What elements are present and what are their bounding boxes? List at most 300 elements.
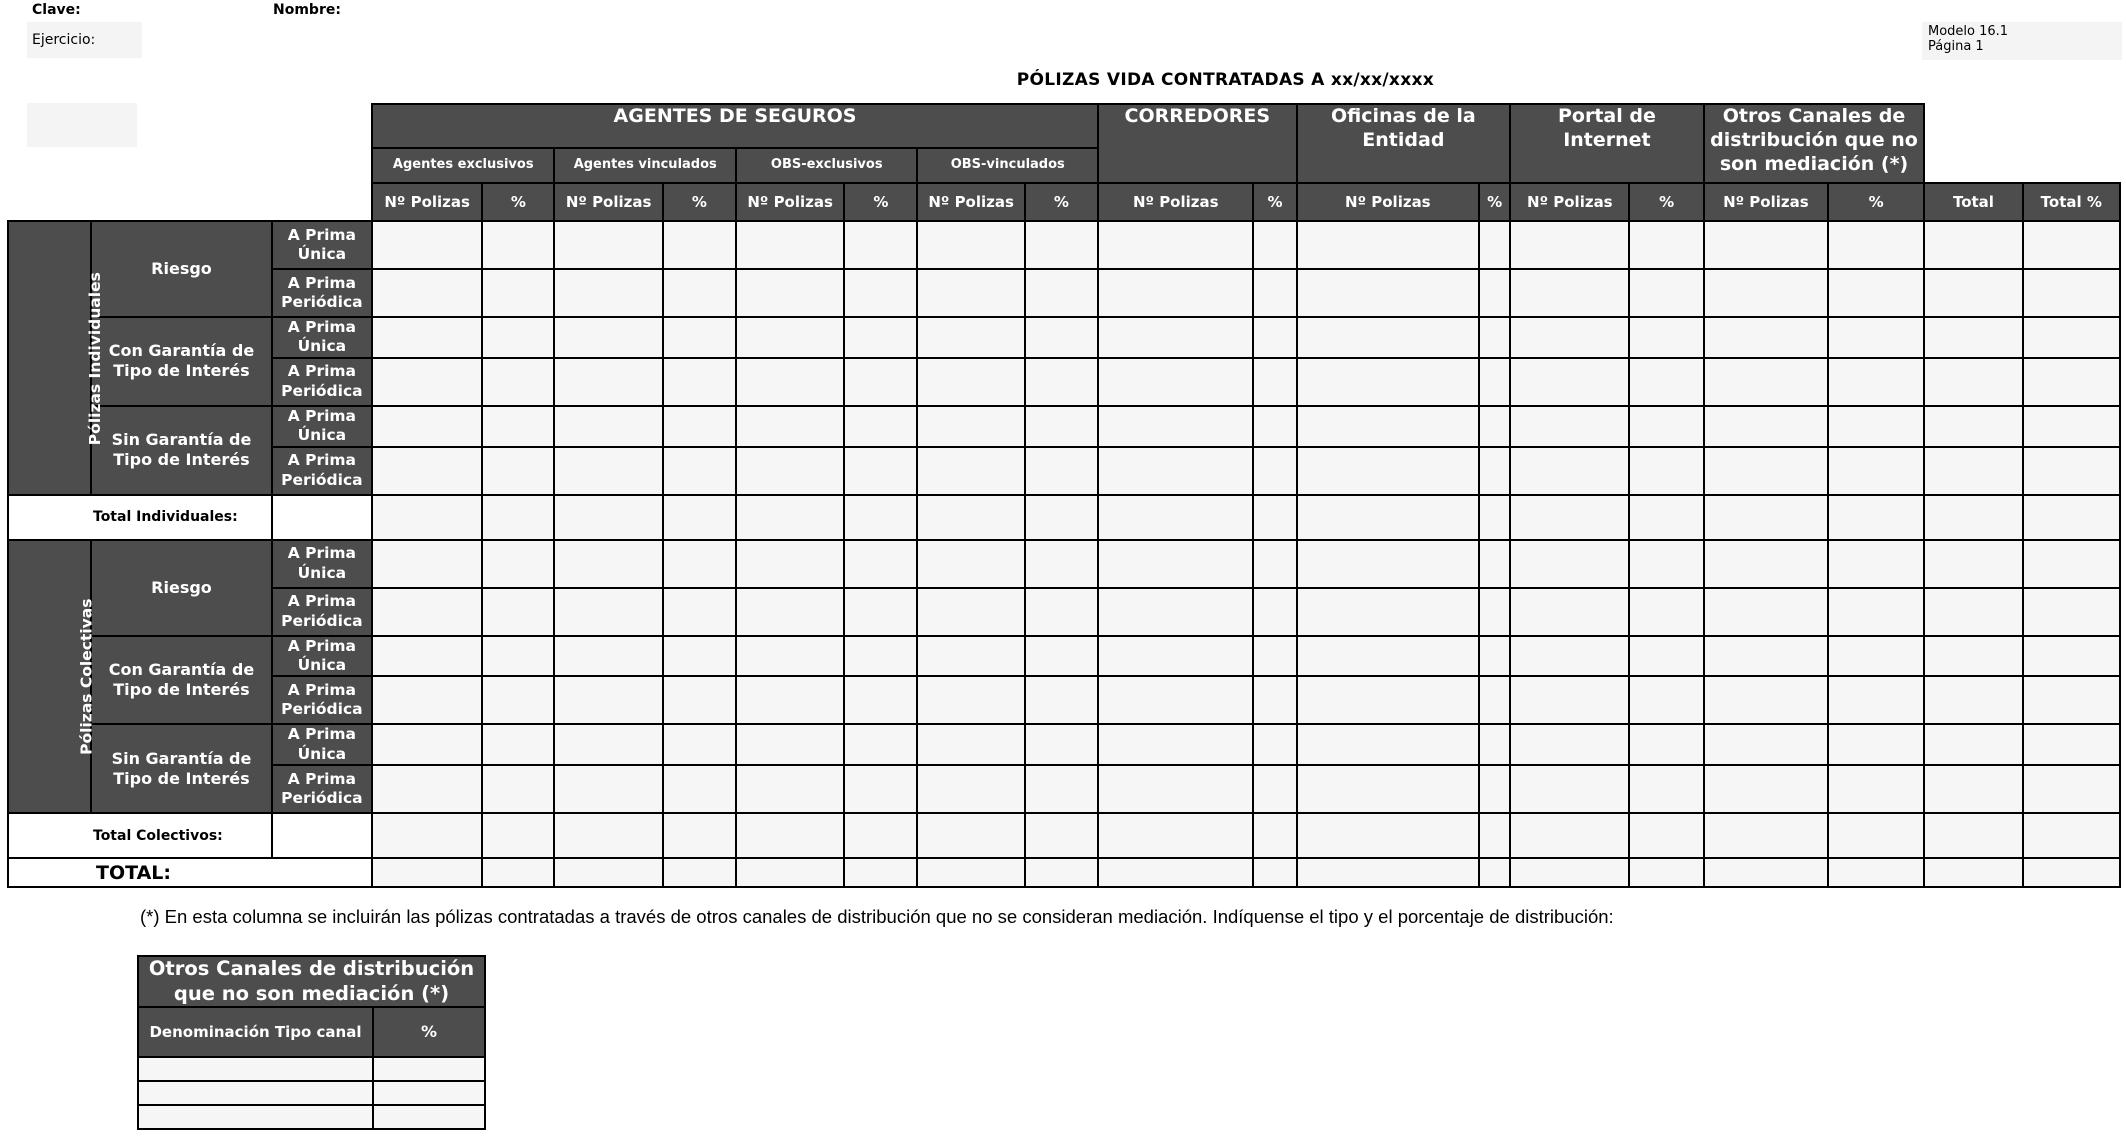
data-cell[interactable]: [2023, 269, 2120, 317]
data-cell[interactable]: [1098, 724, 1253, 765]
data-cell[interactable]: [1253, 813, 1296, 858]
data-cell[interactable]: [1253, 765, 1296, 813]
data-cell[interactable]: [554, 540, 662, 588]
data-cell[interactable]: [1704, 540, 1828, 588]
data-cell[interactable]: [1253, 221, 1296, 269]
data-cell[interactable]: [1098, 317, 1253, 358]
data-cell[interactable]: [917, 724, 1024, 765]
data-cell[interactable]: [663, 724, 736, 765]
data-cell[interactable]: [1253, 724, 1296, 765]
data-cell[interactable]: [1479, 676, 1510, 724]
data-cell[interactable]: [2023, 765, 2120, 813]
table-row: [138, 1057, 485, 1081]
data-cell[interactable]: [372, 858, 482, 887]
data-cell[interactable]: [1924, 317, 2022, 358]
data-cell[interactable]: [1924, 540, 2022, 588]
data-cell: [272, 813, 372, 858]
data-cell[interactable]: [1025, 406, 1098, 447]
data-cell[interactable]: [1510, 858, 1629, 887]
data-cell[interactable]: [1025, 495, 1098, 540]
data-cell[interactable]: [736, 269, 844, 317]
data-cell[interactable]: [844, 447, 917, 495]
col-header-total: Total: [1924, 183, 2022, 221]
blank-top-right: [1924, 104, 2120, 183]
data-cell[interactable]: [1704, 358, 1828, 406]
data-cell[interactable]: [1828, 221, 1924, 269]
data-cell[interactable]: [917, 447, 1024, 495]
data-cell[interactable]: [1253, 317, 1296, 358]
data-cell[interactable]: [372, 540, 482, 588]
data-cell[interactable]: [663, 588, 736, 636]
data-cell[interactable]: [917, 858, 1024, 887]
data-cell[interactable]: [1510, 269, 1629, 317]
data-cell[interactable]: [1629, 406, 1703, 447]
col-denominacion: Denominación Tipo canal: [138, 1007, 373, 1057]
otros-title: Otros Canales de distribución que no son mediación (*): [138, 956, 485, 1007]
data-cell[interactable]: [1098, 858, 1253, 887]
data-cell[interactable]: [1828, 588, 1924, 636]
data-cell[interactable]: [736, 221, 844, 269]
data-cell[interactable]: [1479, 813, 1510, 858]
data-cell[interactable]: [1629, 540, 1703, 588]
data-cell[interactable]: [1297, 406, 1480, 447]
data-cell[interactable]: [1510, 447, 1629, 495]
data-cell[interactable]: [844, 765, 917, 813]
data-cell[interactable]: [372, 495, 482, 540]
data-cell[interactable]: [736, 636, 844, 677]
data-cell[interactable]: [1253, 588, 1296, 636]
data-cell[interactable]: [844, 406, 917, 447]
data-cell[interactable]: [917, 269, 1024, 317]
data-cell[interactable]: [1828, 636, 1924, 677]
data-cell[interactable]: [2023, 636, 2120, 677]
data-cell[interactable]: [736, 317, 844, 358]
data-cell[interactable]: [1025, 447, 1098, 495]
data-cell[interactable]: [554, 676, 662, 724]
data-cell[interactable]: [554, 636, 662, 677]
section-individuales: Pólizas Individuales: [8, 221, 91, 495]
data-cell[interactable]: [1828, 358, 1924, 406]
data-cell[interactable]: [1098, 540, 1253, 588]
data-cell[interactable]: [917, 317, 1024, 358]
data-cell[interactable]: [373, 1081, 485, 1105]
data-cell[interactable]: [844, 676, 917, 724]
data-cell[interactable]: [1828, 765, 1924, 813]
row-prima-unica: A Prima Única: [272, 317, 372, 358]
blank-corner: [8, 104, 372, 148]
data-cell[interactable]: [1297, 317, 1480, 358]
data-cell[interactable]: [1828, 269, 1924, 317]
data-cell[interactable]: [554, 406, 662, 447]
data-cell[interactable]: [663, 813, 736, 858]
data-cell[interactable]: [372, 676, 482, 724]
data-cell[interactable]: [372, 636, 482, 677]
data-cell[interactable]: [372, 317, 482, 358]
data-cell[interactable]: [1924, 858, 2022, 887]
data-cell[interactable]: [554, 269, 662, 317]
data-cell[interactable]: [736, 858, 844, 887]
data-cell[interactable]: [2023, 221, 2120, 269]
data-cell[interactable]: [1253, 406, 1296, 447]
row-prima-periodica: A Prima Periódica: [272, 358, 372, 406]
data-cell[interactable]: [844, 221, 917, 269]
data-cell[interactable]: [1479, 317, 1510, 358]
data-cell[interactable]: [482, 447, 554, 495]
data-cell[interactable]: [1510, 540, 1629, 588]
data-cell[interactable]: [2023, 540, 2120, 588]
data-cell[interactable]: [1253, 676, 1296, 724]
data-cell[interactable]: [1025, 813, 1098, 858]
data-cell[interactable]: [2023, 858, 2120, 887]
row-prima-unica: A Prima Única: [272, 540, 372, 588]
data-cell[interactable]: [1253, 858, 1296, 887]
table-row: [8, 540, 2120, 588]
data-cell[interactable]: [1098, 406, 1253, 447]
data-cell[interactable]: [1510, 724, 1629, 765]
data-cell[interactable]: [372, 269, 482, 317]
data-cell[interactable]: [372, 447, 482, 495]
data-cell[interactable]: [1828, 540, 1924, 588]
data-cell[interactable]: [1510, 765, 1629, 813]
data-cell[interactable]: [1828, 447, 1924, 495]
data-cell[interactable]: [554, 358, 662, 406]
data-cell[interactable]: [1704, 724, 1828, 765]
data-cell[interactable]: [917, 540, 1024, 588]
data-cell[interactable]: [1704, 447, 1828, 495]
data-cell[interactable]: [1479, 406, 1510, 447]
data-cell[interactable]: [1025, 858, 1098, 887]
data-cell[interactable]: [1479, 724, 1510, 765]
data-cell[interactable]: [2023, 358, 2120, 406]
data-cell[interactable]: [1629, 676, 1703, 724]
data-cell[interactable]: [1297, 813, 1480, 858]
data-cell[interactable]: [736, 765, 844, 813]
data-cell[interactable]: [1704, 636, 1828, 677]
data-cell[interactable]: [663, 858, 736, 887]
data-cell[interactable]: [736, 588, 844, 636]
data-cell[interactable]: [1510, 676, 1629, 724]
data-cell[interactable]: [844, 813, 917, 858]
data-cell[interactable]: [2023, 813, 2120, 858]
data-cell[interactable]: [1297, 676, 1480, 724]
data-cell[interactable]: [1924, 765, 2022, 813]
data-cell[interactable]: [482, 724, 554, 765]
data-cell[interactable]: [1828, 406, 1924, 447]
table-row: [138, 1105, 485, 1129]
data-cell[interactable]: [554, 447, 662, 495]
data-cell[interactable]: [1704, 221, 1828, 269]
col-header-pct: %: [1253, 183, 1296, 221]
data-cell[interactable]: [2023, 317, 2120, 358]
data-cell[interactable]: [1510, 406, 1629, 447]
data-cell[interactable]: [1828, 317, 1924, 358]
data-cell[interactable]: [1253, 269, 1296, 317]
data-cell[interactable]: [482, 317, 554, 358]
data-cell[interactable]: [1025, 724, 1098, 765]
data-cell[interactable]: [1924, 495, 2022, 540]
subgroup-obs-vinculados: OBS-vinculados: [917, 148, 1098, 183]
data-cell[interactable]: [1025, 221, 1098, 269]
data-cell[interactable]: [1025, 358, 1098, 406]
data-cell[interactable]: [844, 358, 917, 406]
data-cell[interactable]: [372, 358, 482, 406]
data-cell[interactable]: [1828, 676, 1924, 724]
data-cell[interactable]: [1025, 317, 1098, 358]
data-cell[interactable]: [1629, 765, 1703, 813]
data-cell[interactable]: [1479, 221, 1510, 269]
data-cell[interactable]: [1297, 495, 1480, 540]
data-cell[interactable]: [1704, 406, 1828, 447]
data-cell[interactable]: [1924, 221, 2022, 269]
data-cell[interactable]: [1924, 813, 2022, 858]
data-cell[interactable]: [1253, 495, 1296, 540]
data-cell[interactable]: [1025, 765, 1098, 813]
data-cell[interactable]: [1629, 269, 1703, 317]
data-cell[interactable]: [736, 724, 844, 765]
data-cell[interactable]: [1924, 447, 2022, 495]
data-cell[interactable]: [1098, 813, 1253, 858]
data-cell[interactable]: [482, 406, 554, 447]
data-cell[interactable]: [663, 269, 736, 317]
data-cell[interactable]: [1025, 540, 1098, 588]
data-cell[interactable]: [917, 676, 1024, 724]
subgroup-agentes-exclusivos: Agentes exclusivos: [372, 148, 554, 183]
data-cell[interactable]: [1297, 221, 1480, 269]
data-cell[interactable]: [372, 813, 482, 858]
data-cell[interactable]: [482, 765, 554, 813]
data-cell[interactable]: [1297, 540, 1480, 588]
data-cell[interactable]: [1828, 813, 1924, 858]
table-row: [138, 1081, 485, 1105]
data-cell[interactable]: [663, 447, 736, 495]
data-cell[interactable]: [2023, 495, 2120, 540]
data-cell[interactable]: [1025, 676, 1098, 724]
data-cell[interactable]: [663, 317, 736, 358]
data-cell[interactable]: [1510, 588, 1629, 636]
data-cell[interactable]: [554, 317, 662, 358]
data-cell[interactable]: [917, 406, 1024, 447]
data-cell[interactable]: [1297, 588, 1480, 636]
data-cell[interactable]: [1098, 495, 1253, 540]
data-cell[interactable]: [1479, 269, 1510, 317]
data-cell[interactable]: [2023, 447, 2120, 495]
data-cell[interactable]: [372, 765, 482, 813]
col-header-pct: %: [1479, 183, 1510, 221]
data-cell[interactable]: [1629, 813, 1703, 858]
data-cell[interactable]: [1098, 588, 1253, 636]
data-cell[interactable]: [1479, 540, 1510, 588]
data-cell[interactable]: [1924, 358, 2022, 406]
data-cell[interactable]: [1510, 317, 1629, 358]
data-cell[interactable]: [917, 588, 1024, 636]
data-cell[interactable]: [1098, 358, 1253, 406]
data-cell[interactable]: [1479, 588, 1510, 636]
data-cell[interactable]: [844, 724, 917, 765]
data-cell[interactable]: [844, 495, 917, 540]
nombre-label: Nombre:: [273, 2, 341, 18]
data-cell[interactable]: [482, 636, 554, 677]
data-cell[interactable]: [736, 406, 844, 447]
data-cell[interactable]: [1479, 358, 1510, 406]
data-cell[interactable]: [2023, 676, 2120, 724]
data-cell[interactable]: [844, 269, 917, 317]
data-cell[interactable]: [1629, 636, 1703, 677]
data-cell[interactable]: [663, 540, 736, 588]
data-cell[interactable]: [1629, 495, 1703, 540]
data-cell[interactable]: [663, 676, 736, 724]
data-cell[interactable]: [372, 406, 482, 447]
data-cell[interactable]: [554, 588, 662, 636]
data-cell[interactable]: [1704, 588, 1828, 636]
data-cell[interactable]: [844, 858, 917, 887]
data-cell[interactable]: [663, 765, 736, 813]
data-cell[interactable]: [372, 221, 482, 269]
data-cell[interactable]: [2023, 406, 2120, 447]
data-cell[interactable]: [1629, 221, 1703, 269]
data-cell[interactable]: [482, 221, 554, 269]
data-cell[interactable]: [482, 358, 554, 406]
data-cell[interactable]: [1924, 588, 2022, 636]
data-cell[interactable]: [482, 495, 554, 540]
data-cell[interactable]: [917, 358, 1024, 406]
data-cell[interactable]: [1098, 447, 1253, 495]
data-cell[interactable]: [736, 358, 844, 406]
data-cell[interactable]: [1629, 358, 1703, 406]
data-cell[interactable]: [1253, 358, 1296, 406]
data-cell[interactable]: [1704, 813, 1828, 858]
data-cell[interactable]: [2023, 724, 2120, 765]
data-cell[interactable]: [1297, 858, 1480, 887]
data-cell[interactable]: [736, 676, 844, 724]
data-cell[interactable]: [373, 1105, 485, 1129]
data-cell[interactable]: [844, 317, 917, 358]
data-cell[interactable]: [663, 406, 736, 447]
data-cell[interactable]: [663, 495, 736, 540]
data-cell[interactable]: [663, 221, 736, 269]
data-cell[interactable]: [844, 540, 917, 588]
data-cell[interactable]: [1629, 724, 1703, 765]
data-cell[interactable]: [1098, 269, 1253, 317]
data-cell[interactable]: [1479, 447, 1510, 495]
data-cell[interactable]: [482, 858, 554, 887]
data-cell[interactable]: [372, 588, 482, 636]
table-row: [8, 358, 2120, 406]
data-cell[interactable]: [1924, 406, 2022, 447]
data-cell[interactable]: [1704, 495, 1828, 540]
data-cell[interactable]: [736, 495, 844, 540]
data-cell[interactable]: [1704, 317, 1828, 358]
data-cell[interactable]: [1510, 221, 1629, 269]
data-cell[interactable]: [554, 813, 662, 858]
data-cell[interactable]: [844, 588, 917, 636]
data-cell[interactable]: [1297, 724, 1480, 765]
data-cell[interactable]: [373, 1057, 485, 1081]
data-cell[interactable]: [844, 636, 917, 677]
data-cell[interactable]: [1025, 588, 1098, 636]
data-cell[interactable]: [736, 447, 844, 495]
data-cell[interactable]: [1098, 636, 1253, 677]
data-cell[interactable]: [1629, 858, 1703, 887]
data-cell[interactable]: [1704, 858, 1828, 887]
data-cell[interactable]: [1510, 813, 1629, 858]
data-cell[interactable]: [1510, 636, 1629, 677]
data-cell[interactable]: [917, 495, 1024, 540]
data-cell[interactable]: [482, 269, 554, 317]
data-cell[interactable]: [554, 221, 662, 269]
data-cell[interactable]: [1924, 676, 2022, 724]
data-cell[interactable]: [1297, 636, 1480, 677]
data-cell[interactable]: [1025, 636, 1098, 677]
data-cell[interactable]: [1479, 858, 1510, 887]
data-cell[interactable]: [1253, 540, 1296, 588]
data-cell[interactable]: [482, 813, 554, 858]
data-cell[interactable]: [1924, 636, 2022, 677]
data-cell[interactable]: [1297, 765, 1480, 813]
data-cell[interactable]: [372, 724, 482, 765]
data-cell[interactable]: [1479, 636, 1510, 677]
data-cell[interactable]: [1629, 317, 1703, 358]
data-cell[interactable]: [1704, 676, 1828, 724]
data-cell[interactable]: [554, 495, 662, 540]
data-cell[interactable]: [138, 1057, 373, 1081]
data-cell[interactable]: [2023, 588, 2120, 636]
data-cell[interactable]: [1629, 588, 1703, 636]
data-cell[interactable]: [138, 1081, 373, 1105]
data-cell[interactable]: [1828, 495, 1924, 540]
data-cell[interactable]: [1510, 358, 1629, 406]
data-cell[interactable]: [1828, 858, 1924, 887]
data-cell[interactable]: [1025, 269, 1098, 317]
data-cell[interactable]: [1479, 495, 1510, 540]
data-cell[interactable]: [917, 813, 1024, 858]
data-cell[interactable]: [1253, 447, 1296, 495]
data-cell[interactable]: [482, 676, 554, 724]
data-cell[interactable]: [1704, 765, 1828, 813]
data-cell[interactable]: [554, 724, 662, 765]
data-cell[interactable]: [1629, 447, 1703, 495]
data-cell[interactable]: [1828, 724, 1924, 765]
data-cell[interactable]: [736, 813, 844, 858]
row-prima-unica: A Prima Única: [272, 221, 372, 269]
data-cell[interactable]: [482, 540, 554, 588]
data-cell[interactable]: [1924, 269, 2022, 317]
data-cell[interactable]: [1253, 636, 1296, 677]
data-cell[interactable]: [917, 636, 1024, 677]
data-cell[interactable]: [917, 765, 1024, 813]
data-cell[interactable]: [736, 540, 844, 588]
data-cell[interactable]: [1510, 495, 1629, 540]
section-colectivas: Pólizas Colectivas: [8, 540, 91, 814]
data-cell[interactable]: [1098, 676, 1253, 724]
data-cell[interactable]: [554, 765, 662, 813]
data-cell[interactable]: [1479, 765, 1510, 813]
data-cell[interactable]: [917, 221, 1024, 269]
data-cell[interactable]: [482, 588, 554, 636]
data-cell[interactable]: [663, 358, 736, 406]
data-cell[interactable]: [1704, 269, 1828, 317]
row-prima-periodica: A Prima Periódica: [272, 588, 372, 636]
data-cell[interactable]: [663, 636, 736, 677]
data-cell[interactable]: [1297, 447, 1480, 495]
data-cell[interactable]: [1924, 724, 2022, 765]
data-cell[interactable]: [1098, 765, 1253, 813]
data-cell[interactable]: [1098, 221, 1253, 269]
data-cell[interactable]: [1297, 269, 1480, 317]
data-cell[interactable]: [554, 858, 662, 887]
data-cell[interactable]: [1297, 358, 1480, 406]
data-cell[interactable]: [138, 1105, 373, 1129]
row-sin-garantia: Sin Garantía de Tipo de Interés: [91, 724, 272, 813]
